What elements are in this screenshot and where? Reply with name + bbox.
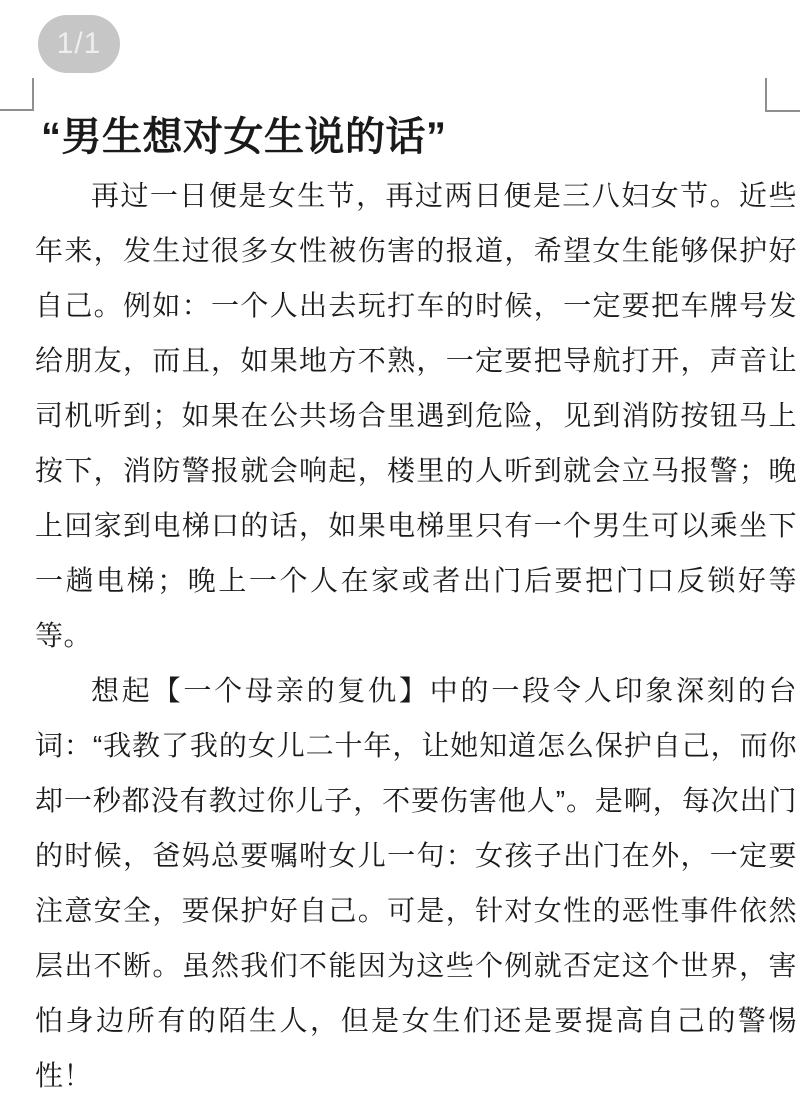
document-page [35,106,797,1103]
page-corner-mark-left [0,78,34,111]
document-paragraph-1: 再过一日便是女生节，再过两日便是三八妇女节。近些年来，发生过很多女性被伤害的报道，希望女生能够保护好自己。例如：一个人出去玩打车的时候，一定要把车牌号发给朋友，而且，如果地方不熟，一定要把导航打开，声音让司机听到；如果在公共场合里遇到危险，见到消防按钮马上按下，消防警报就会响起，楼里的人听到就会立马报警；晚上回家到电梯口的话，如果电梯里只有一个男生可以乘坐下一趟电梯；晚上一个人在家或者出门后要把门口反锁好等等。 [35,180,797,651]
document-paragraph-2: 想起【一个母亲的复仇】中的一段令人印象深刻的台词：“我教了我的女儿二十年，让她知道怎么保护自己，而你却一秒都没有教过你儿子，不要伤害他人”。是啊，每次出门的时候，爸妈总要嘱咐女儿一句：女孩子出门在外，一定要注意安全，要保护好自己。可是，针对女性的恶性事件依然层出不断。虽然我们不能因为这些个例就否定这个世界，害怕身边所有的陌生人，但是女生们还是要提高自己的警惕性！ [35,675,797,1091]
document-title: “男生想对女生说的话” [41,115,447,159]
page-indicator-badge: 1/1 [38,15,120,73]
